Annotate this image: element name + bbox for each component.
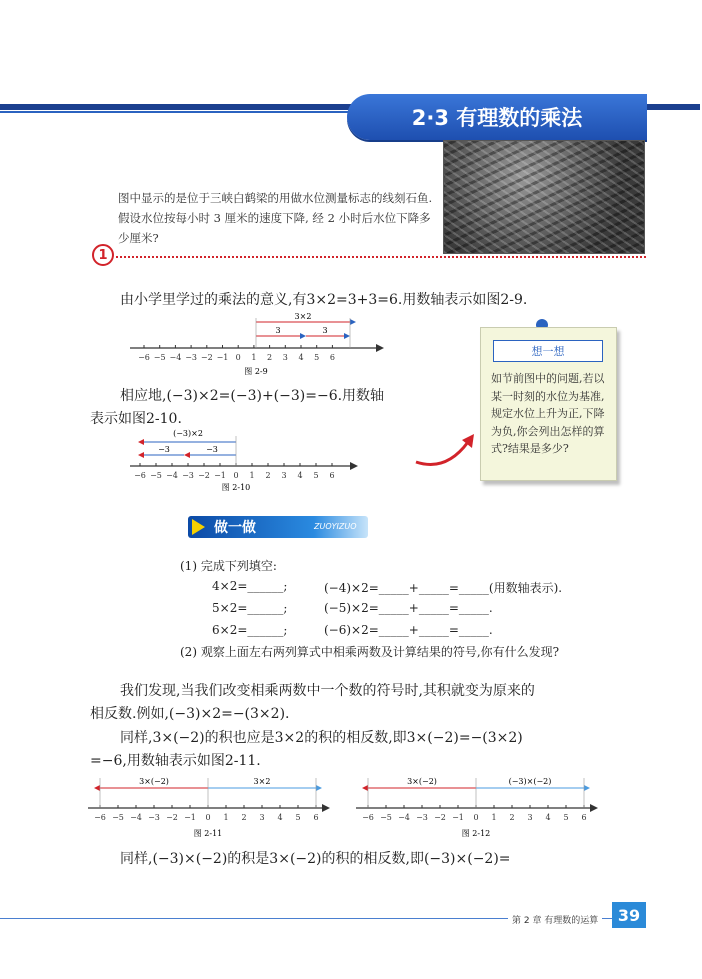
paragraph-4a: 同样,3×(−2)的积也应是3×2的积的相反数,即3×(−2)=−(3×2) [120, 730, 523, 746]
fig10-tick-label: 6 [329, 471, 335, 480]
paragraph-5: 同样,(−3)×(−2)的积是3×(−2)的积的相反数,即(−3)×(−2)= [120, 851, 511, 867]
fig10-tick-label: 4 [297, 471, 303, 480]
fig11-tick-label: −2 [166, 813, 178, 822]
fig9-top-label: 3×2 [294, 312, 312, 321]
stone-fish-photo [443, 140, 645, 254]
paragraph-3a: 我们发现,当我们改变相乘两数中一个数的符号时,其积就变为原来的 [120, 683, 535, 699]
fig11-tick-label: 2 [241, 813, 247, 822]
fig9-tick-label: 0 [235, 353, 241, 362]
page-number: 39 [612, 902, 646, 928]
fig11-tick-label: −1 [184, 813, 196, 822]
fig11-tick-label: 5 [295, 813, 301, 822]
fig9-tick-label: 6 [329, 353, 335, 362]
exercise-r1-left: 4×2=______; [212, 579, 288, 593]
fig12-caption: 图 2-12 [461, 829, 491, 838]
fig9-tick-label: 2 [267, 353, 273, 362]
fig11-left-label: 3×(−2) [139, 777, 169, 786]
doit-label: 做一做 [214, 520, 256, 536]
fig11-right-label: 3×2 [253, 777, 271, 786]
think-box-title: 想一想 [493, 340, 603, 362]
fig9-tick-label: −5 [153, 353, 166, 362]
fig11-caption: 图 2-11 [193, 829, 223, 838]
fig9-tick-label: −1 [216, 353, 229, 362]
fig9-tick-label: −3 [185, 353, 197, 362]
exercise-q1: (1) 完成下列填空: [180, 559, 277, 573]
footer-chapter: 第 2 章 有理数的运算 [508, 913, 602, 926]
fig11-tick-label: 6 [313, 813, 319, 822]
fig10-tick-label: 0 [233, 471, 239, 480]
fig12-right-label: (−3)×(−2) [508, 777, 552, 786]
doit-pinyin: ZUOYIZUO [314, 522, 357, 531]
fig10-tick-label: 2 [265, 471, 271, 480]
fig9-tick-label: −6 [138, 353, 150, 362]
paragraph-1: 由小学里学过的乘法的意义,有3×2=3+3=6.用数轴表示如图2-9. [120, 292, 528, 308]
fig12-tick-label: 0 [473, 813, 479, 822]
fig12-tick-label: 1 [491, 813, 497, 822]
fig11-tick-label: 4 [277, 813, 283, 822]
doit-banner [188, 516, 368, 538]
play-icon [192, 519, 205, 535]
fig11-tick-label: 0 [205, 813, 211, 822]
exercise-r3-left: 6×2=______; [212, 623, 288, 637]
fig10-tick-label: 1 [249, 471, 255, 480]
figure-2-10 [128, 424, 388, 494]
fig9-tick-label: −2 [200, 353, 213, 362]
paragraph-2a: 相应地,(−3)×2=(−3)+(−3)=−6.用数轴 [120, 388, 385, 404]
fig10-tick-label: −3 [182, 471, 194, 480]
fig9-tick-label: 1 [251, 353, 257, 362]
fig9-seg2-label: 3 [322, 326, 328, 335]
fig10-tick-label: 3 [281, 471, 287, 480]
fig9-tick-label: 4 [298, 353, 304, 362]
curved-arrow-icon [412, 432, 478, 474]
exercise-q2: (2) 观察上面左右两列算式中相乘两数及计算结果的符号,你有什么发现? [180, 645, 560, 659]
figure-2-12 [354, 772, 604, 842]
think-box [480, 327, 617, 481]
fig10-seg1-label: −3 [158, 445, 170, 454]
think-box-text: 如节前图中的问题,若以某一时刻的水位为基准,规定水位上升为正,下降为负,你会列出怎样的算式?结果是多少? [491, 372, 605, 455]
fig9-caption: 图 2-9 [244, 367, 268, 376]
fig9-seg1-label: 3 [275, 326, 281, 335]
fig9-tick-label: 5 [314, 353, 320, 362]
fig11-tick-label: 1 [223, 813, 229, 822]
paragraph-2b: 表示如图2-10. [90, 411, 182, 427]
fig10-tick-label: −6 [134, 471, 146, 480]
fig12-tick-label: 6 [581, 813, 587, 822]
fig10-tick-label: 5 [313, 471, 319, 480]
fig10-tick-label: −5 [150, 471, 162, 480]
fig11-tick-label: 3 [259, 813, 265, 822]
fig10-tick-label: −2 [198, 471, 210, 480]
fig9-tick-label: 3 [282, 353, 288, 362]
fig10-seg2-label: −3 [206, 445, 218, 454]
fig12-tick-label: 4 [545, 813, 551, 822]
fig12-tick-label: −3 [416, 813, 428, 822]
fig12-tick-label: −4 [398, 813, 410, 822]
fig12-left-label: 3×(−2) [407, 777, 437, 786]
paragraph-3b: 相反数.例如,(−3)×2=−(3×2). [90, 706, 290, 722]
fig11-tick-label: −4 [130, 813, 142, 822]
exercise-r2-left: 5×2=______; [212, 601, 288, 615]
fig12-tick-label: −1 [452, 813, 464, 822]
fig12-tick-label: −6 [362, 813, 374, 822]
fig10-tick-label: −4 [166, 471, 178, 480]
fig9-tick-label: −4 [169, 353, 182, 362]
fig10-caption: 图 2-10 [221, 483, 251, 492]
fig12-tick-label: −2 [434, 813, 446, 822]
section-title: 2·3 有理数的乘法 [347, 94, 647, 140]
paragraph-4b: =−6,用数轴表示如图2-11. [90, 753, 261, 769]
fig11-tick-label: −6 [94, 813, 106, 822]
figure-2-11 [86, 772, 336, 842]
fig12-tick-label: 2 [509, 813, 515, 822]
intro-text: 图中显示的是位于三峡白鹤梁的用做水位测量标志的线刻石鱼. 假设水位按每小时 3 厘米的速度下降, 经 2 小时后水位下降多少厘米? [118, 191, 433, 245]
fig12-tick-label: 5 [563, 813, 569, 822]
fig12-tick-label: 3 [527, 813, 533, 822]
fig11-tick-label: −3 [148, 813, 160, 822]
fig11-tick-label: −5 [112, 813, 124, 822]
header-rule-accent [0, 111, 350, 113]
exercise-r1-right: (−4)×2=_____+_____=_____(用数轴表示). [324, 581, 563, 595]
exercise-r2-right: (−5)×2=_____+_____=_____. [324, 601, 493, 615]
exercise-r3-right: (−6)×2=_____+_____=_____. [324, 623, 493, 637]
dotted-divider [116, 256, 646, 258]
section-marker-icon: 1 [92, 244, 114, 266]
fig10-tick-label: −1 [214, 471, 226, 480]
figure-2-9 [128, 308, 388, 378]
fig12-tick-label: −5 [380, 813, 392, 822]
fig10-top-label: (−3)×2 [173, 429, 203, 438]
